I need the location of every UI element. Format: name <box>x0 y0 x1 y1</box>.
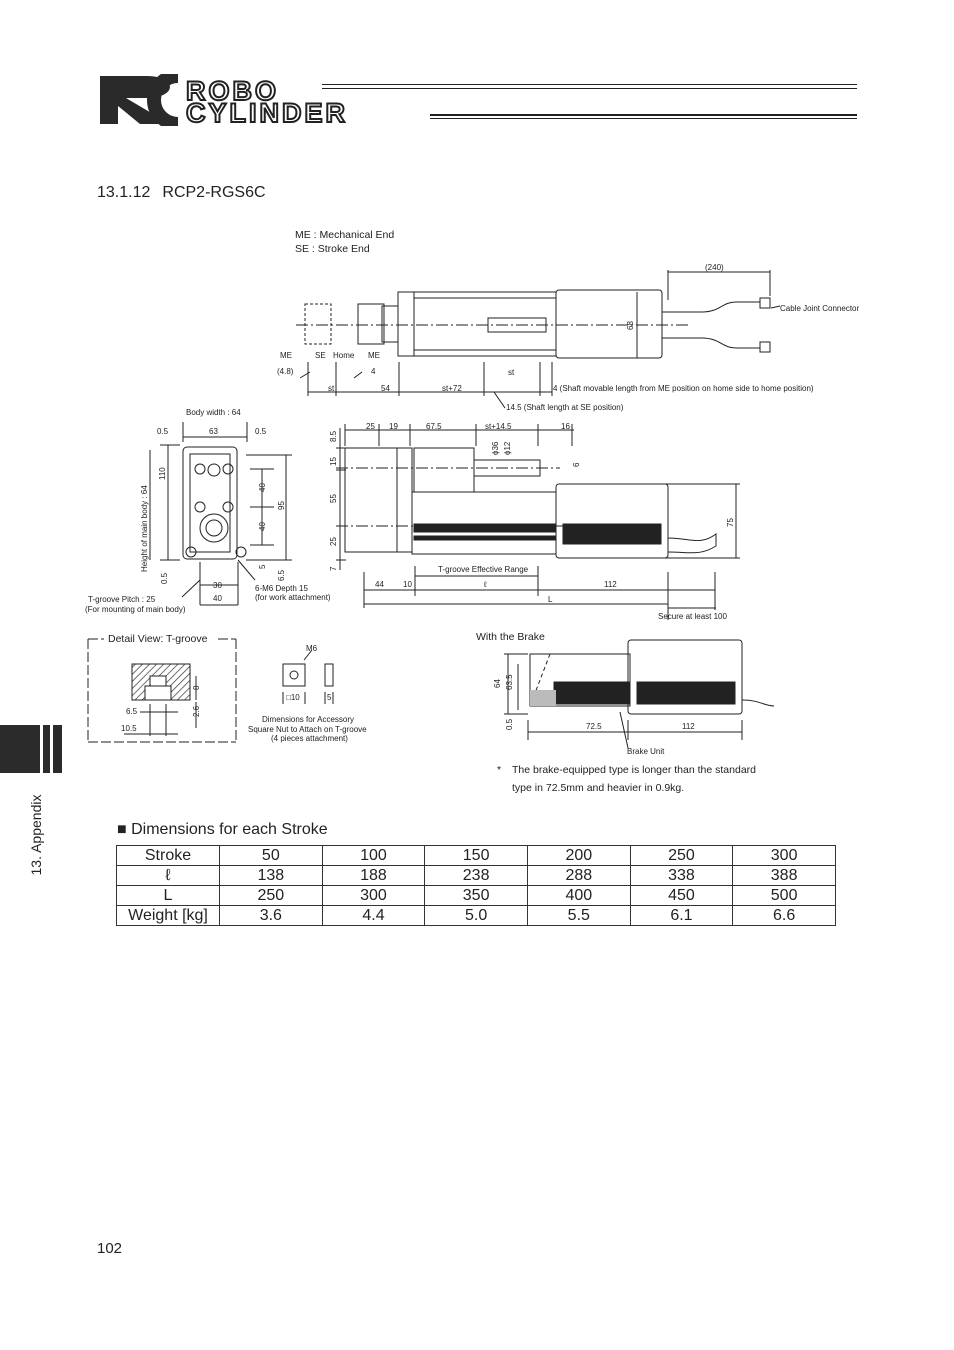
dim-10: 10 <box>403 580 412 589</box>
dim-19: 19 <box>389 422 398 431</box>
row-header: Weight [kg] <box>117 906 220 926</box>
label-tgroove-range: T-groove Effective Range <box>438 565 529 574</box>
dim-st-top: st <box>508 368 515 377</box>
brake-dim-0-5: 0.5 <box>505 718 514 730</box>
nut-m6: M6 <box>306 644 318 653</box>
table-row <box>117 886 836 906</box>
section-number: 13.1.12 <box>97 184 151 201</box>
table-cell: 300 <box>322 886 425 906</box>
note-tgroove-pitch: T-groove Pitch : 25 <box>88 595 156 604</box>
table-row <box>117 846 836 866</box>
dim-25-vert: 25 <box>329 537 338 546</box>
detail-dim-10-5: 10.5 <box>121 724 137 733</box>
table-cell: 300 <box>733 846 836 866</box>
table-cell: 138 <box>220 866 323 886</box>
legend-se: SE : Stroke End <box>295 243 370 255</box>
table-cell: 6.1 <box>630 906 733 926</box>
brake-dim-63-5: 63.5 <box>505 674 514 690</box>
label-me-left: ME <box>280 351 292 360</box>
brake-dim-64: 64 <box>493 679 502 688</box>
label-body-width: Body width : 64 <box>186 408 241 417</box>
table-cell: 400 <box>527 886 630 906</box>
detail-view-title: Detail View: T-groove <box>108 633 208 645</box>
dim-st-14-5: st+14.5 <box>485 422 512 431</box>
row-header: ℓ <box>117 866 220 886</box>
table-cell: 450 <box>630 886 733 906</box>
brake-note-line2: type in 72.5mm and heavier in 0.9kg. <box>512 782 685 794</box>
detail-dim-8: 8 <box>192 685 201 690</box>
dim-40-c: 40 <box>213 594 222 603</box>
dim-7: 7 <box>329 566 338 571</box>
label-cable-joint-connector: Cable Joint Connector <box>780 304 860 313</box>
dim-112: 112 <box>604 580 617 589</box>
table-cell: 238 <box>425 866 528 886</box>
dim-6-5: 6.5 <box>277 569 286 581</box>
brake-note-line1: The brake-equipped type is longer than the standard <box>512 764 756 776</box>
dim-small-l: ℓ <box>484 580 487 589</box>
dimensions-heading: ■ Dimensions for each Stroke <box>117 821 328 838</box>
dim-5: 5 <box>258 564 267 569</box>
dim-55: 55 <box>329 494 338 503</box>
table-cell: 288 <box>527 866 630 886</box>
nut-caption-1: Dimensions for Accessory <box>262 715 355 724</box>
legend-me: ME : Mechanical End <box>295 229 395 241</box>
dim-dia-36: ϕ36 <box>491 441 500 455</box>
dim-dia-12: ϕ12 <box>503 441 512 455</box>
dim-25: 25 <box>366 422 375 431</box>
nut-caption-3: (4 pieces attachment) <box>271 734 348 743</box>
note-m6-depth: 6-M6 Depth 15 <box>255 584 308 593</box>
chapter-side-tab <box>0 725 62 773</box>
dim-63: 63 <box>209 427 218 436</box>
dim-6: 6 <box>572 462 581 467</box>
note-shaft-movable: 4 (Shaft movable length from ME position on home side to home position) <box>553 384 814 393</box>
table-cell: 200 <box>527 846 630 866</box>
dim-15: 15 <box>329 457 338 466</box>
brake-title: With the Brake <box>476 631 545 643</box>
table-cell: 388 <box>733 866 836 886</box>
note-shaft-se: 14.5 (Shaft length at SE position) <box>506 403 624 412</box>
dimensions-table <box>116 845 836 926</box>
table-cell: 4.4 <box>322 906 425 926</box>
table-cell: 5.5 <box>527 906 630 926</box>
nut-dim-10: □10 <box>286 693 300 702</box>
detail-dim-6-5: 6.5 <box>126 707 138 716</box>
dim-54: 54 <box>381 384 390 393</box>
table-cell: 250 <box>220 886 323 906</box>
dim-big-l: L <box>548 595 553 604</box>
dim-44: 44 <box>375 580 384 589</box>
table-cell: 3.6 <box>220 906 323 926</box>
table-cell: 500 <box>733 886 836 906</box>
logo-text-robo: ROBO <box>186 76 279 106</box>
dim-st: st <box>328 384 335 393</box>
brake-note-star: * <box>497 764 502 776</box>
nut-dim-5: 5 <box>327 693 332 702</box>
dim-0-5-b: 0.5 <box>255 427 267 436</box>
logo-text-cylinder: CYLINDER <box>186 98 349 128</box>
dim-st-72: st+72 <box>442 384 462 393</box>
brake-dim-112: 112 <box>682 722 695 731</box>
note-secure-100: Secure at least 100 <box>658 612 727 621</box>
dim-motor-68: 68 <box>626 321 635 330</box>
label-height-main-body: Height of main body : 64 <box>140 485 149 572</box>
label-me-right: ME <box>368 351 380 360</box>
table-cell: 100 <box>322 846 425 866</box>
label-home: Home <box>333 351 355 360</box>
table-cell: 338 <box>630 866 733 886</box>
dim-0-5-c: 0.5 <box>160 572 169 584</box>
label-brake-unit: Brake Unit <box>627 747 665 756</box>
dim-0-5-a: 0.5 <box>157 427 169 436</box>
table-cell: 50 <box>220 846 323 866</box>
table-cell: 150 <box>425 846 528 866</box>
row-header: L <box>117 886 220 906</box>
dim-40-a: 40 <box>258 483 267 492</box>
page-number: 102 <box>97 1240 123 1257</box>
table-cell: 350 <box>425 886 528 906</box>
dim-cable-length: (240) <box>705 263 724 272</box>
row-header: Stroke <box>117 846 220 866</box>
chapter-label: 13. Appendix <box>28 794 44 876</box>
detail-dim-2-6: 2.6 <box>192 705 201 717</box>
dim-75: 75 <box>726 518 735 527</box>
dim-95: 95 <box>277 501 286 510</box>
note-work-attachment: (for work attachment) <box>255 593 331 602</box>
dim-16: 16 <box>561 422 570 431</box>
table-row <box>117 906 836 926</box>
dim-67-5: 67.5 <box>426 422 442 431</box>
table-cell: 250 <box>630 846 733 866</box>
table-cell: 5.0 <box>425 906 528 926</box>
dim-40-b: 40 <box>258 522 267 531</box>
label-se: SE <box>315 351 326 360</box>
dim-4: 4 <box>371 367 376 376</box>
dim-110: 110 <box>158 467 167 480</box>
brake-dim-72-5: 72.5 <box>586 722 602 731</box>
table-cell: 6.6 <box>733 906 836 926</box>
dim-30: 30 <box>213 581 222 590</box>
dim-8-5: 8.5 <box>329 430 338 442</box>
dim-4-8: (4.8) <box>277 367 294 376</box>
note-mounting-main-body: (For mounting of main body) <box>85 605 186 614</box>
nut-caption-2: Square Nut to Attach on T-groove <box>248 725 367 734</box>
table-cell: 188 <box>322 866 425 886</box>
table-row <box>117 866 836 886</box>
section-model: RCP2-RGS6C <box>162 184 266 201</box>
